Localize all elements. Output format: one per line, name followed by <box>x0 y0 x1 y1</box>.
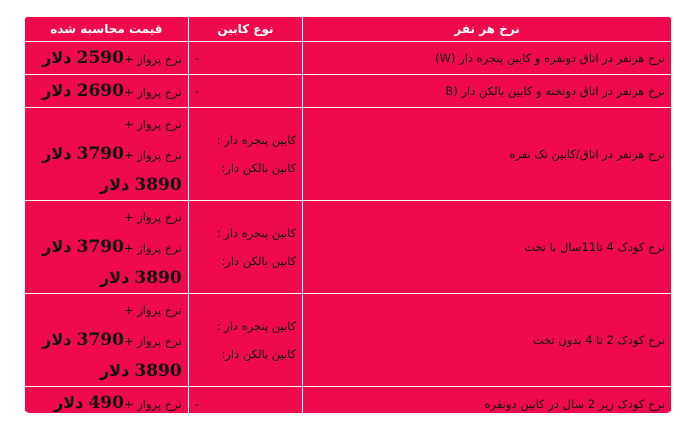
table-row <box>25 294 672 387</box>
price-line <box>31 43 182 74</box>
header-per-person: نرخ هر نفر <box>303 17 672 42</box>
rate-description: نرخ هرنفر در اتاق دونفره و کابین پنجره دار (W) <box>303 42 672 75</box>
flight-rate-label: نرخ پرواز + <box>123 334 182 348</box>
price-line <box>31 232 182 263</box>
cabin-type-cell <box>188 108 303 201</box>
price-amount: 2690 <box>76 80 124 101</box>
price-line <box>31 388 182 413</box>
cabin-type-label: کابین بالکن دار: <box>221 347 297 361</box>
cabin-type-label: کابین بالکن دار: <box>221 254 297 268</box>
table-row <box>25 75 672 108</box>
currency-unit: دلار <box>99 361 130 380</box>
header-computed-price: قیمت محاسبه شده <box>25 17 189 42</box>
price-amount: 3890 <box>134 361 182 381</box>
price-cell <box>25 42 189 75</box>
price-line <box>31 201 182 232</box>
cabin-type-label: - <box>194 84 199 98</box>
cabin-type-label: - <box>194 396 199 411</box>
price-line <box>31 76 182 107</box>
price-line <box>31 108 182 139</box>
price-amount: 2590 <box>76 47 124 68</box>
price-line <box>31 325 182 356</box>
cabin-type-cell <box>188 201 303 294</box>
cabin-type-cell <box>188 387 303 414</box>
price-table-container <box>24 16 672 413</box>
table-row <box>25 201 672 294</box>
price-cell <box>25 75 189 108</box>
flight-rate-label: نرخ پرواز + <box>123 303 182 317</box>
table-row <box>25 387 672 414</box>
price-cell <box>25 294 189 387</box>
price-line <box>31 263 182 293</box>
cabin-type-label: کابین پنجره دار : <box>216 319 297 333</box>
price-line <box>31 294 182 325</box>
flight-rate-label: نرخ پرواز + <box>123 117 182 131</box>
cabin-type-label: کابین پنجره دار : <box>216 226 297 240</box>
currency-unit: دلار <box>99 175 130 194</box>
currency-unit: دلار <box>99 268 130 287</box>
price-amount: 3790 <box>76 237 124 257</box>
cabin-type-label: - <box>194 51 199 65</box>
rate-description: نرخ هرنفر در اتاق دوتخته و کابین بالکن دار (B <box>303 75 672 108</box>
price-amount: 3790 <box>76 144 124 164</box>
flight-rate-label: نرخ پرواز + <box>123 51 182 66</box>
price-amount: 3890 <box>134 268 182 288</box>
price-amount: 3790 <box>76 330 124 350</box>
price-cell <box>25 201 189 294</box>
flight-rate-label: نرخ پرواز + <box>123 241 182 255</box>
price-cell <box>25 108 189 201</box>
rate-description: نرخ کودک 4 تا11سال با تخت <box>303 201 672 294</box>
flight-rate-label: نرخ پرواز + <box>123 84 182 99</box>
currency-unit: دلار <box>54 393 84 412</box>
table-row <box>25 42 672 75</box>
cabin-type-cell <box>188 42 303 75</box>
flight-rate-label: نرخ پرواز + <box>123 397 182 411</box>
flight-rate-label: نرخ پرواز + <box>123 210 182 224</box>
rate-description: نرخ هرنفر در اتاق/کابین تک نفره <box>303 108 672 201</box>
price-amount: 490 <box>88 393 124 413</box>
flight-rate-label: نرخ پرواز + <box>123 148 182 162</box>
cabin-type-label: کابین پنجره دار : <box>216 133 297 147</box>
rate-description: نرخ کودک 2 تا 4 بدون تخت <box>303 294 672 387</box>
currency-unit: دلار <box>42 330 72 349</box>
currency-unit: دلار <box>42 144 72 163</box>
cabin-type-label: کابین بالکن دار: <box>221 161 297 175</box>
rate-description: نرخ کودک زیر 2 سال در کابین دونفره <box>303 387 672 414</box>
price-table <box>24 16 672 413</box>
cabin-type-cell <box>188 294 303 387</box>
header-cabin-type: نوع کابین <box>188 17 303 42</box>
table-header-row <box>25 17 672 42</box>
cabin-type-cell <box>188 75 303 108</box>
price-line <box>31 170 182 200</box>
currency-unit: دلار <box>42 47 72 67</box>
price-line <box>31 139 182 170</box>
price-amount: 3890 <box>134 175 182 195</box>
price-cell <box>25 387 189 414</box>
table-row <box>25 108 672 201</box>
currency-unit: دلار <box>42 237 72 256</box>
currency-unit: دلار <box>42 80 72 100</box>
price-line <box>31 356 182 386</box>
